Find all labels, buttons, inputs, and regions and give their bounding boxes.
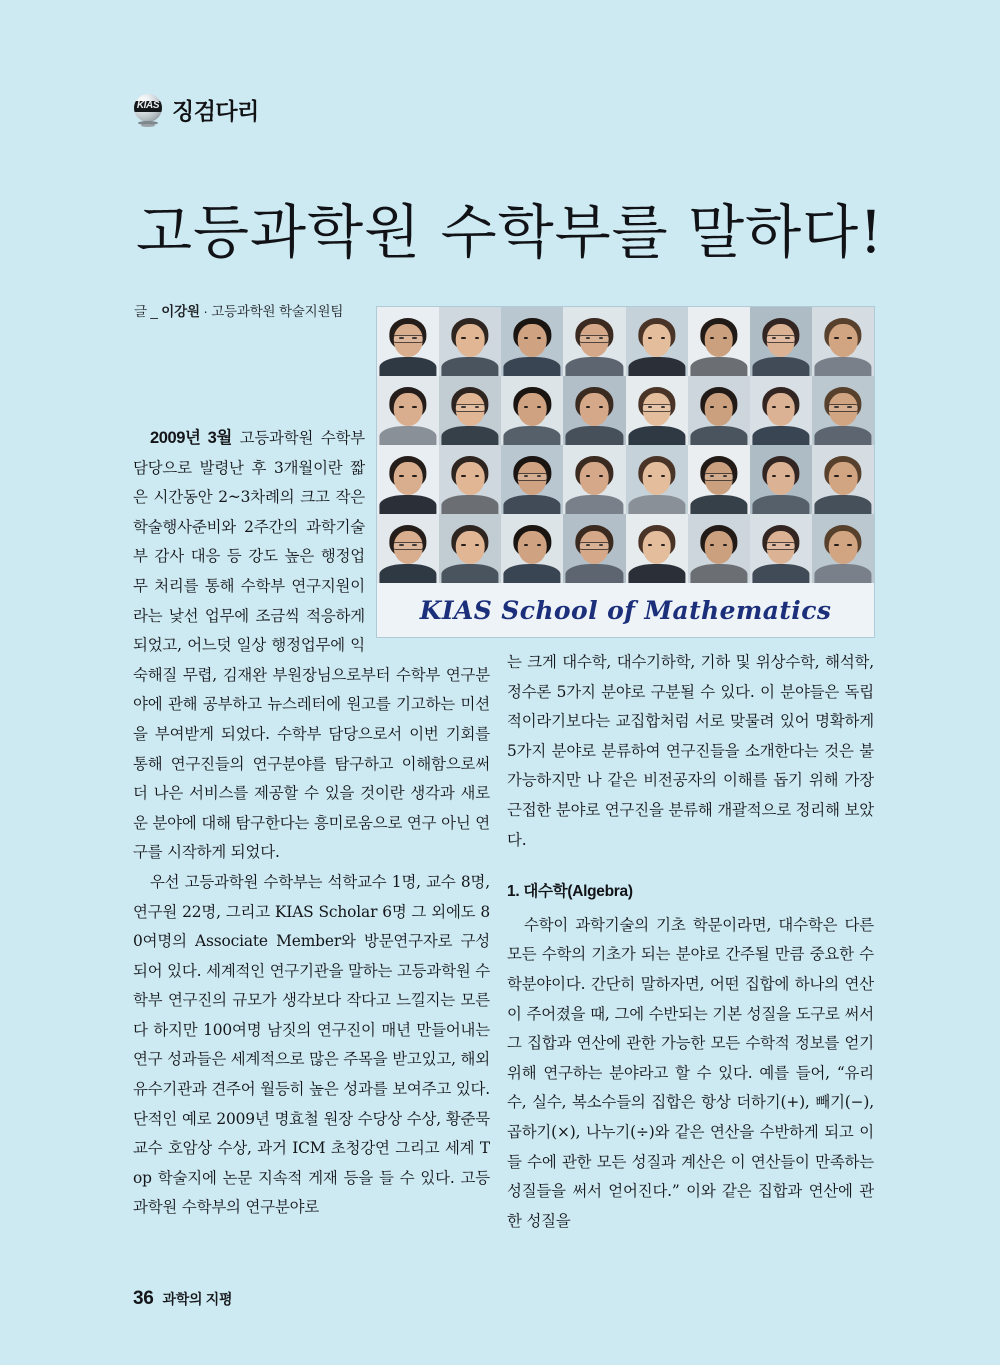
logo-globe: [134, 94, 162, 122]
portrait-glasses: [455, 404, 486, 413]
portrait-shoulders: [442, 357, 499, 376]
portrait-face: [704, 531, 733, 564]
portrait-photo: [812, 514, 874, 583]
portrait-shoulders: [566, 564, 623, 583]
portrait-shoulders: [752, 564, 809, 583]
portrait-face: [642, 462, 671, 495]
portrait-shoulders: [690, 564, 747, 583]
portrait-photo: [501, 514, 563, 583]
portrait-shoulders: [814, 357, 871, 376]
portrait-shoulders: [504, 426, 561, 445]
portrait-photo: [750, 514, 812, 583]
portrait-face: [580, 393, 609, 426]
portrait-photo: [812, 445, 874, 514]
portrait-photo: [688, 514, 750, 583]
collage-caption: KIAS School of Mathematics: [419, 595, 832, 625]
portrait-shoulders: [628, 564, 685, 583]
portrait-shoulders: [566, 495, 623, 514]
portrait-shoulders: [752, 357, 809, 376]
portrait-shoulders: [814, 495, 871, 514]
portrait-shoulders: [628, 495, 685, 514]
portrait-photo: [750, 445, 812, 514]
portrait-glasses: [393, 335, 424, 344]
portrait-photo: [626, 445, 688, 514]
intro-paragraph-block: [133, 424, 490, 1223]
portrait-face: [767, 393, 796, 426]
portrait-shoulders: [814, 426, 871, 445]
logo-wordmark: KIAS: [136, 100, 160, 111]
portrait-shoulders: [690, 357, 747, 376]
section-kicker: [133, 94, 259, 128]
portrait-shoulders: [690, 495, 747, 514]
portrait-face: [704, 393, 733, 426]
portrait-shoulders: [690, 426, 747, 445]
portrait-photo: [563, 514, 625, 583]
portrait-face: [518, 531, 547, 564]
portrait-shoulders: [628, 357, 685, 376]
portrait-glasses: [579, 542, 610, 551]
portrait-photo: [688, 376, 750, 445]
portrait-shoulders: [566, 426, 623, 445]
portrait-glasses: [517, 473, 548, 482]
section-algebra-body: 수학이 과학기술의 기초 학문이라면, 대수학은 다른 모든 수학의 기초가 되는 분야로 간주될 만큼 중요한 수학분야이다. 간단히 말하자면, 어떤 집합에 하나의 연산이 주어졌을 때, 그에 수반되는 기본 성질을 도구로 써서 그 집합과 연산에 관한 가능한 모든 수학적 정보를 얻기 위해 연구하는 분야라고 할 수 있다. 예를 들어, “유리수, 실수, 복소수들의 집합은 항상 더하기(+), 빼기(−), 곱하기(×), 나누기(÷)와 같은 연산을 수반하게 되고 이들 수에 관한 모든 성질과 계산은 이 연산들이 만족하는 성질들을 써서 얻어진다.” 이와 같은 집합과 연산에 관한 성질을: [507, 915, 874, 1230]
intro-rest: 고등과학원 수학부 담당으로 발령난 후 3개월이란 짧은 시간동안 2~3차례의 크고 작은 학술행사준비와 2주간의 과학기술부 감사 대응 등 강도 높은 행정업무 처리를 통해 수학부 연구지원이라는 낯선 업무에 조금씩 적응하게 되었고, 어느덧 일상 행정업무에 익숙해질 무렵, 김재완 부원장님으로부터 수학부 연구분야에 관해 공부하고 뉴스레터에 원고를 기고하는 미션을 부여받게 되었다. 수학부 담당으로서 이번 기회를 통해 연구진들의 연구분야를 탐구하고 이해함으로써 더 나은 서비스를 제공할 수 있을 것이란 생각과 새로운 분야에 대해 탐구한다는 흥미로움으로 연구 아닌 연구를 시작하게 되었다.: [133, 429, 490, 862]
section-heading-algebra: 1. 대수학(Algebra): [507, 883, 633, 901]
portrait-photo: [750, 376, 812, 445]
left-text-column: [133, 424, 490, 1223]
portrait-face: [456, 324, 485, 357]
portrait-photo: [377, 307, 439, 376]
portrait-photo: [688, 445, 750, 514]
portrait-photo: [563, 307, 625, 376]
lead-in-date: 2009년 3월: [149, 429, 232, 447]
portrait-photo: [626, 376, 688, 445]
portrait-face: [829, 462, 858, 495]
logo-base-lower: [141, 124, 155, 127]
portrait-photo: [750, 307, 812, 376]
portrait-face: [829, 531, 858, 564]
page-title: 고등과학원 수학부를 말하다!: [136, 197, 884, 266]
portrait-shoulders: [814, 564, 871, 583]
portrait-photo: [501, 307, 563, 376]
right-text-column: [507, 648, 874, 1236]
portrait-photo: [563, 376, 625, 445]
byline: [134, 300, 343, 320]
byline-author: 이강원: [161, 304, 200, 319]
portrait-face: [704, 324, 733, 357]
publication-title: 과학의 지평: [162, 1291, 233, 1307]
portrait-shoulders: [628, 426, 685, 445]
page-footer: [133, 1288, 232, 1310]
portrait-shoulders: [566, 357, 623, 376]
portrait-photo: [563, 445, 625, 514]
page-number: 36: [133, 1288, 154, 1309]
portrait-shoulders: [752, 495, 809, 514]
portrait-shoulders: [379, 357, 436, 376]
collage-wrap-gutter: [365, 424, 490, 646]
portrait-shoulders: [504, 495, 561, 514]
portrait-glasses: [703, 473, 734, 482]
portrait-shoulders: [504, 357, 561, 376]
portrait-glasses: [766, 542, 797, 551]
portrait-face: [642, 324, 671, 357]
portrait-face: [642, 531, 671, 564]
portrait-face: [518, 324, 547, 357]
portrait-photo: [688, 307, 750, 376]
portrait-face: [580, 462, 609, 495]
portrait-face: [767, 462, 796, 495]
kicker-label: 징검다리: [172, 97, 259, 124]
kias-logo-icon: [133, 94, 163, 128]
portrait-photo: [439, 307, 501, 376]
portrait-photo: [501, 445, 563, 514]
portrait-glasses: [828, 404, 859, 413]
right-column-text: [507, 648, 874, 1236]
portrait-face: [518, 393, 547, 426]
portrait-photo: [626, 307, 688, 376]
portrait-glasses: [641, 404, 672, 413]
portrait-shoulders: [504, 564, 561, 583]
byline-affiliation: · 고등과학원 학술지원팀: [199, 304, 344, 319]
portrait-face: [394, 393, 423, 426]
portrait-face: [829, 324, 858, 357]
portrait-photo: [812, 307, 874, 376]
portrait-shoulders: [752, 426, 809, 445]
byline-prefix: 글 _: [134, 304, 162, 319]
portrait-glasses: [579, 335, 610, 344]
portrait-photo: [626, 514, 688, 583]
portrait-glasses: [766, 335, 797, 344]
portrait-photo: [501, 376, 563, 445]
paragraph-two: 우선 고등과학원 수학부는 석학교수 1명, 교수 8명, 연구원 22명, 그리고 KIAS Scholar 6명 그 외에도 80여명의 Associate Member와 방문연구자로 구성되어 있다. 세계적인 연구기관을 말하는 고등과학원 수학부 연구진의 규모가 생각보다 작다고 느낄지는 모른다 하지만 100여명 남짓의 연구진이 매년 만들어내는 연구 성과들은 세계적으로 많은 주목을 받고있고, 해외 유수기관과 견주어 월등히 높은 성과를 보여주고 있다. 단적인 예로 2009년 명효철 원장 수당상 수상, 황준묵 교수 호암상 수상, 과거 ICM 초청강연 그리고 세계 Top 학술지에 논문 지속적 게재 등을 들 수 있다. 고등과학원 수학부의 연구분야로: [133, 872, 490, 1217]
paragraph-three: 는 크게 대수학, 대수기하학, 기하 및 위상수학, 해석학, 정수론 5가지 분야로 구분될 수 있다. 이 분야들은 독립적이라기보다는 교집합처럼 서로 맞물려 있어 명확하게 5가지 분야로 분류하여 연구진들을 소개한다는 것은 불가능하지만 나 같은 비전공자의 이해를 돕기 위해 가장 근접한 분야로 연구진을 분류해 개괄적으로 정리해 보았다.: [507, 653, 874, 849]
portrait-photo: [812, 376, 874, 445]
